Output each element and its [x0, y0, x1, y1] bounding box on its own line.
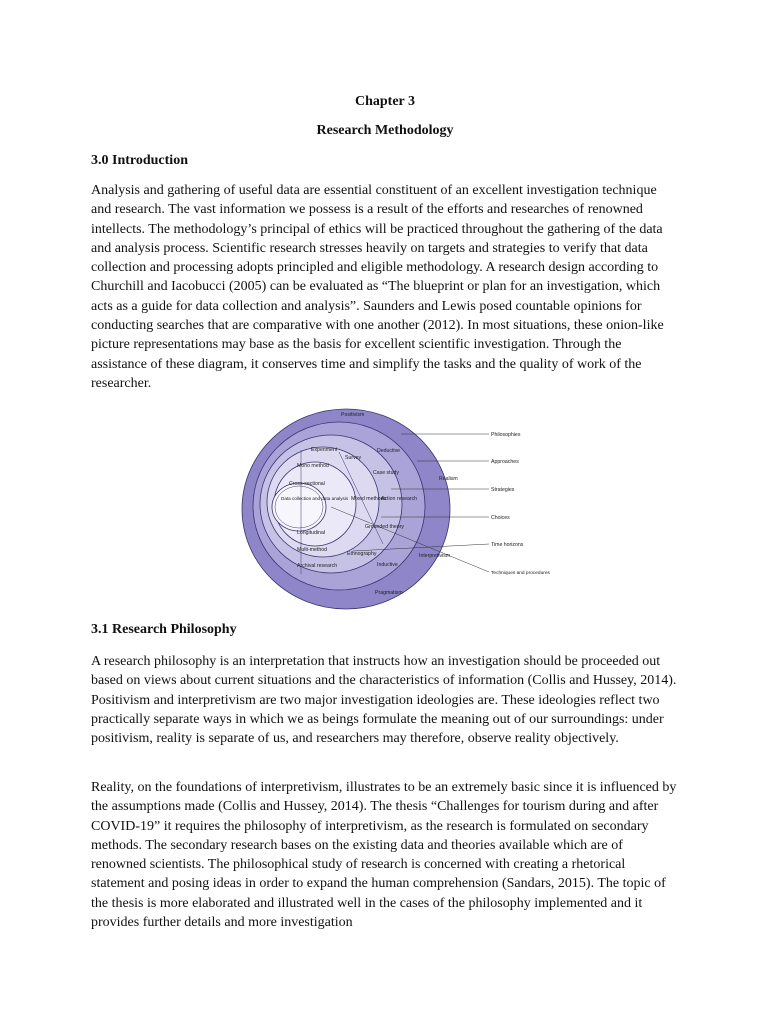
- label-cross-sectional: Cross-sectional: [289, 481, 325, 487]
- label-multi-method: Multi-method: [297, 547, 327, 553]
- intro-paragraph: Analysis and gathering of useful data are essential constituent of an excellent investigation technique and research. The vast information we possess is a result of the efforts and researches of renowned intellects. The methodology’s principal of ethics will be practiced throughout the gathering of the data and analysis process. Scientific research stresses heavily on targets and strategies to verify that data collection and processing adopts principled and eligible methodology. A research design according to Churchill and Iacobucci (2005) can be evaluated as “The blueprint or plan for an investigation, which acts as a guide for data collection and analysis”. Saunders and Lewis posed countable opinions for conducting searches that are comparative with one another (2012). In most situations, these onion-like picture representations may base as the basis for excellent scientific investigation. Through the assistance of these diagram, it conserves time and simplify the tasks and the quality of work of the researcher.: [91, 183, 664, 391]
- label-interpretivism: Interpretivism: [419, 553, 451, 559]
- chapter-number: Chapter 3: [354, 94, 416, 109]
- side-label-strategies: Strategies: [491, 487, 515, 493]
- section-heading-introduction: 3.0 Introduction: [91, 153, 188, 168]
- label-inductive: Inductive: [377, 562, 398, 568]
- label-positivism: Positivism: [341, 412, 365, 418]
- section-heading-philosophy: 3.1 Research Philosophy: [91, 622, 237, 637]
- label-survey: Survey: [345, 455, 362, 461]
- label-longitudinal: Longitudinal: [297, 530, 325, 536]
- label-action-research: Action research: [381, 496, 418, 502]
- side-label-approaches: Approaches: [491, 459, 519, 465]
- label-archival-research: Archival research: [297, 563, 338, 569]
- label-grounded-theory: Grounded theory: [365, 524, 404, 530]
- label-case-study: Case study: [373, 470, 399, 476]
- label-realism: Realism: [439, 476, 458, 482]
- research-onion-diagram: [241, 404, 550, 614]
- side-label-techniques: Techniques and procedures: [491, 571, 550, 576]
- philosophy-paragraph-2: Reality, on the foundations of interpretivism, illustrates to be an extremely basic since it is influenced by the assumptions made (Collis and Hussey, 2014). The thesis “Challenges for tourism during and after COVID-19” it requires the philosophy of interpretivism, as the research is formulated on secondary methods. The secondary research bases on the existing data and theories available which are of renowned scientists. The philosophical study of research is concerned with creating a rhetorical statement and posing ideas in order to expand the human comprehension (Sandars, 2015). The topic of the thesis is more elaborated and illustrated well in the cases of the philosophy implemented and it provides further details and more investigation: [91, 780, 677, 931]
- label-deductive: Deductive: [377, 448, 401, 454]
- side-label-philosophies: Philosophies: [491, 432, 521, 438]
- label-data-collection: Data collection and data analysis: [281, 496, 349, 501]
- research-onion-figure: [241, 404, 550, 614]
- side-label-choices: Choices: [491, 515, 510, 521]
- philosophy-paragraph-1: A research philosophy is an interpretation that instructs how an investigation should be proceeded out based on views about current situations and the characteristics of information (Collis and Hussey, 2014). Positivism and interpretivism are two major investigation ideologies are. These ideologies reflect two practically separate ways in which we as beings formulate the meaning out of our surroundings: under positivism, reality is separate of us, and researchers may therefore, observe reality objectively.: [91, 654, 677, 747]
- label-mixed-methods: Mixed methods: [351, 496, 387, 502]
- label-pragmatism: Pragmatism: [375, 590, 403, 596]
- side-label-time-horizons: Time horizons: [491, 542, 524, 548]
- label-ethnography: Ethnography: [347, 551, 377, 557]
- chapter-title: Research Methodology: [316, 123, 454, 138]
- label-mono-method: Mono method: [297, 463, 329, 469]
- label-experiment: Experiment: [311, 447, 338, 453]
